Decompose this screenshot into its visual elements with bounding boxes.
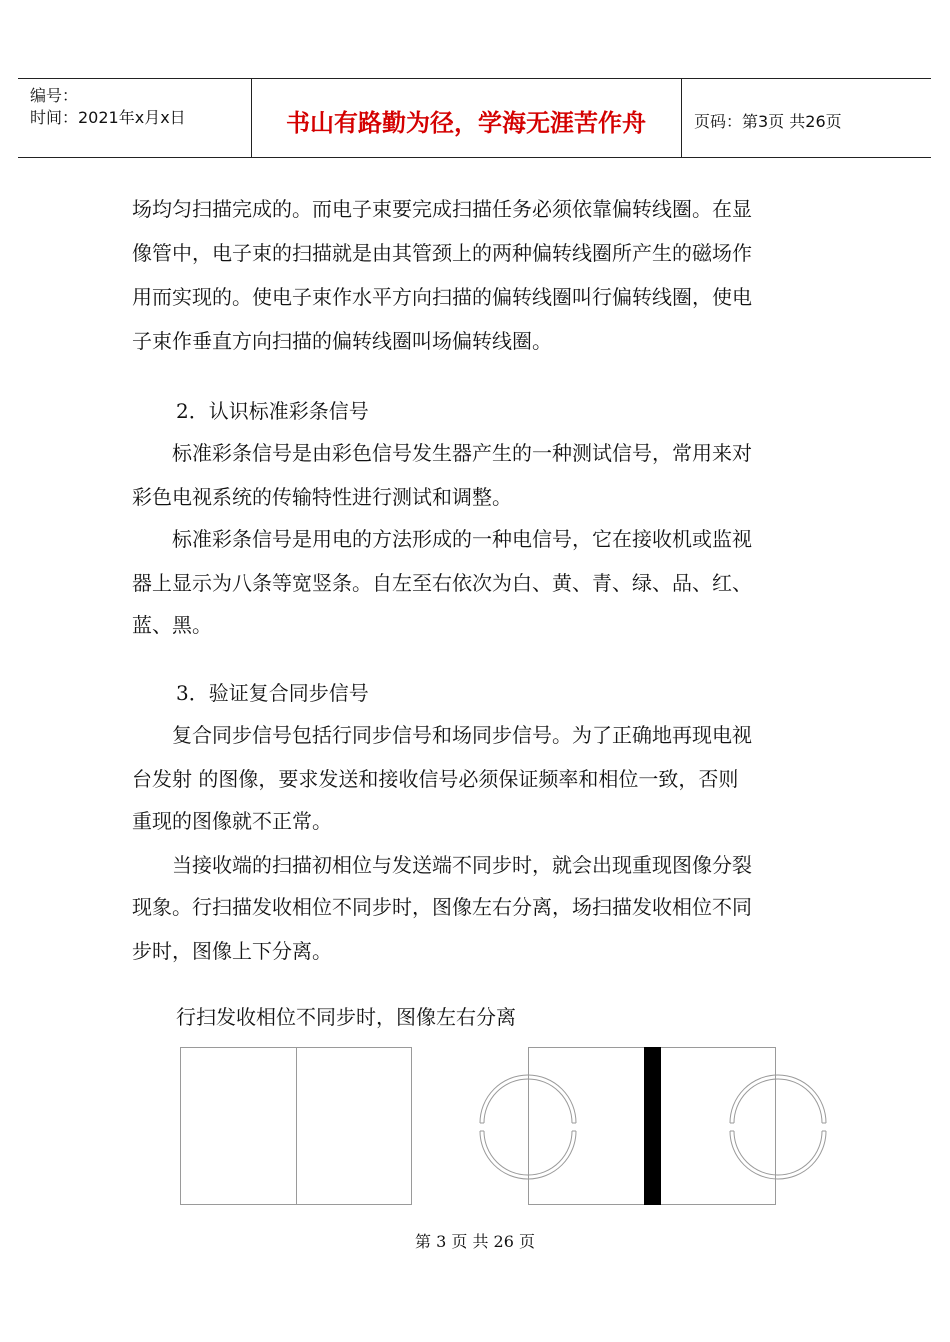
paragraph-line: 像管中，电子束的扫描就是由其管颈上的两种偏转线圈所产生的磁场作 bbox=[132, 241, 752, 265]
paragraph-line: 场均匀扫描完成的。而电子束要完成扫描任务必须依靠偏转线圈。在显 bbox=[132, 197, 752, 221]
paragraph-line: 子束作垂直方向扫描的偏转线圈叫场偏转线圈。 bbox=[132, 329, 552, 353]
paragraph-line: 用而实现的。使电子束作水平方向扫描的偏转线圈叫行偏转线圈，使电 bbox=[132, 285, 752, 309]
paragraph-line: 当接收端的扫描初相位与发送端不同步时，就会出现重现图像分裂 bbox=[132, 853, 752, 877]
paragraph-line: 重现的图像就不正常。 bbox=[132, 809, 332, 833]
header-page-info: 页码：第3页 共26页 bbox=[694, 112, 842, 131]
figure-frame-left-divider bbox=[296, 1047, 297, 1205]
section-heading-2: 2．认识标准彩条信号 bbox=[176, 399, 369, 423]
paragraph-line: 标准彩条信号是由彩色信号发生器产生的一种测试信号，常用来对 bbox=[132, 441, 752, 465]
document-header bbox=[18, 78, 931, 158]
paragraph-line: 步时，图像上下分离。 bbox=[132, 939, 332, 963]
figure-caption: 行扫发收相位不同步时，图像左右分离 bbox=[176, 1005, 516, 1029]
section-heading-3: 3．验证复合同步信号 bbox=[176, 681, 369, 705]
paragraph-line: 彩色电视系统的传输特性进行测试和调整。 bbox=[132, 485, 512, 509]
paragraph-line: 台发射 的图像，要求发送和接收信号必须保证频率和相位一致，否则 bbox=[132, 767, 739, 791]
split-circle-right-figure bbox=[722, 1070, 834, 1182]
page-footer: 第 3 页 共 26 页 bbox=[415, 1232, 535, 1251]
split-circle-left-figure bbox=[472, 1070, 584, 1182]
header-left-cell bbox=[18, 79, 252, 157]
document-time-label: 时间：2021年x月x日 bbox=[30, 108, 186, 127]
paragraph-line: 器上显示为八条等宽竖条。自左至右依次为白、黄、青、绿、品、红、 bbox=[132, 571, 752, 595]
header-motto: 书山有路勤为径，学海无涯苦作舟 bbox=[286, 109, 646, 137]
figure-black-bar bbox=[644, 1047, 661, 1205]
paragraph-line: 蓝、黑。 bbox=[132, 613, 212, 637]
paragraph-line: 标准彩条信号是用电的方法形成的一种电信号，它在接收机或监视 bbox=[132, 527, 752, 551]
header-right-cell bbox=[682, 79, 931, 157]
document-code-label: 编号： bbox=[30, 86, 79, 105]
paragraph-line: 复合同步信号包括行同步信号和场同步信号。为了正确地再现电视 bbox=[132, 723, 752, 747]
header-middle-cell bbox=[251, 79, 682, 157]
paragraph-line: 现象。行扫描发收相位不同步时，图像左右分离，场扫描发收相位不同 bbox=[132, 895, 752, 919]
